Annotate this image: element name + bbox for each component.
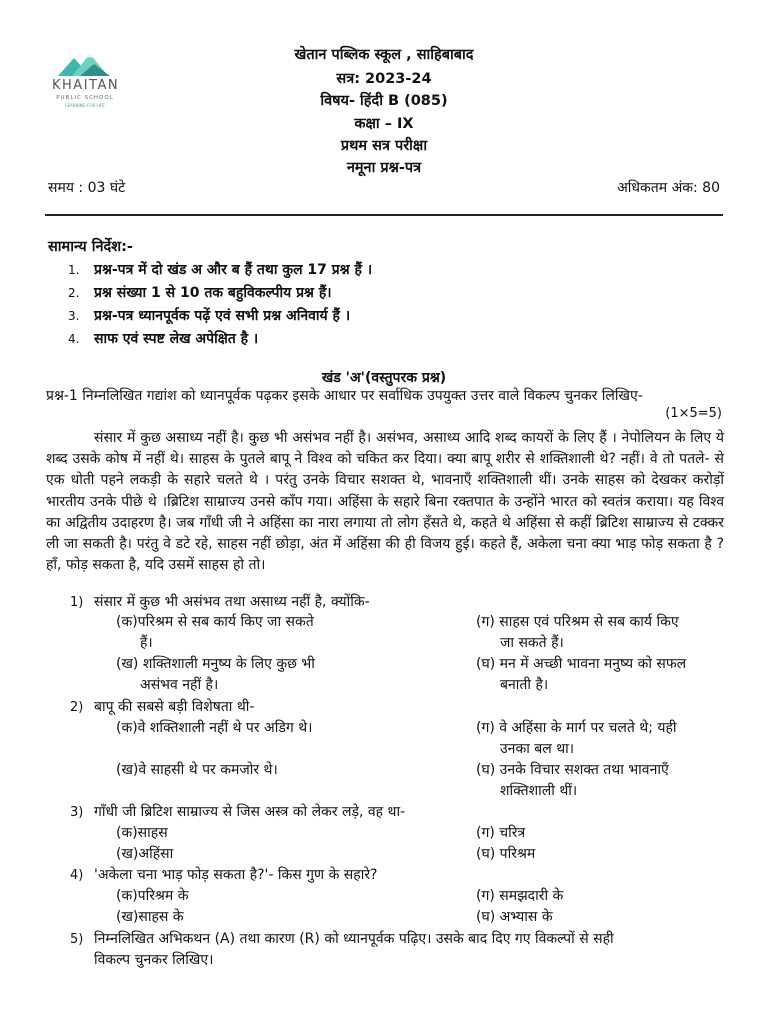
option-a: (क)साहस bbox=[116, 825, 168, 841]
exam-name: प्रथम सत्र परीक्षा bbox=[340, 138, 428, 154]
option-c: (ग) साहस एवं परिश्रम से सब कार्य किए जा सकते हैं। bbox=[476, 614, 679, 651]
question-1-text: प्रश्न-1 निम्नलिखित गद्यांश को ध्यानपूर्वक पढ़कर इसके आधार पर सर्वाधिक उपयुक्त उत्तर वाले विकल्प चुनकर लिखिए- bbox=[46, 388, 643, 404]
instructions-list bbox=[68, 260, 372, 352]
option-a: (क)परिश्रम के bbox=[116, 888, 189, 904]
time-duration: समय : 03 घंटे bbox=[48, 180, 126, 196]
option-c: (ग) वे अहिंसा के मार्ग पर चलते थे; यही उनका बल था। bbox=[476, 720, 677, 757]
question-1-marks: (1×5=5) bbox=[665, 406, 722, 421]
mcq-question: 3) गाँधी जी ब्रिटिश साम्राज्य से जिस अस्त्र को लेकर लड़े, वह था- bbox=[70, 804, 406, 820]
logo-name: KHAITAN bbox=[52, 78, 120, 93]
logo-tagline: LEARNING FOR LIFE bbox=[65, 103, 105, 108]
instruction-item: 3. प्रश्न-पत्र ध्यानपूर्वक पढ़ें एवं सभी प्रश्न अनिवार्य हैं । bbox=[68, 308, 351, 324]
instruction-item: 4. साफ एवं स्पष्ट लेख अपेक्षित है । bbox=[68, 331, 259, 347]
mcq-question: 5) निम्नलिखित अभिकथन (A) तथा कारण (R) को ध्यानपूर्वक पढ़िए। उसके बाद दिए गए विकल्पों से सही bbox=[70, 931, 614, 947]
option-a: (क)वे शक्तिशाली नहीं थे पर अडिग थे। bbox=[116, 720, 313, 736]
option-d: (घ) अभ्यास के bbox=[476, 909, 553, 925]
instruction-item: 2. प्रश्न संख्या 1 से 10 तक बहुविकल्पीय प्रश्न हैं। bbox=[68, 285, 332, 301]
option-c: (ग) समझदारी के bbox=[476, 888, 564, 904]
max-marks: अधिकतम अंक: 80 bbox=[617, 180, 720, 196]
session: सत्र: 2023-24 bbox=[336, 71, 432, 87]
option-b: (ख) शक्तिशाली मनुष्य के लिए कुछ भी असंभव नहीं है। bbox=[116, 656, 315, 693]
option-b: (ख)साहस के bbox=[116, 909, 184, 925]
option-d: (घ) परिश्रम bbox=[476, 846, 536, 862]
class: कक्षा – IX bbox=[354, 116, 414, 132]
option-d: (घ) उनके विचार सशक्त तथा भावनाएँ शक्तिशाली थीं। bbox=[476, 762, 669, 799]
mcq-question: 2) बापू की सबसे बड़ी विशेषता थी- bbox=[70, 699, 255, 715]
option-c: (ग) चरित्र bbox=[476, 825, 526, 841]
option-b: (ख)वे साहसी थे पर कमजोर थे। bbox=[116, 762, 278, 778]
mcq-question: 1) संसार में कुछ भी असंभव तथा असाध्य नहीं है, क्योंकि- bbox=[70, 594, 370, 610]
logo-subtitle: PUBLIC SCHOOL bbox=[56, 95, 114, 101]
instruction-item: 1. प्रश्न-पत्र में दो खंड अ और ब हैं तथा कुल 17 प्रश्न हैं । bbox=[68, 262, 373, 278]
instructions-title: सामान्य निर्देश:- bbox=[48, 239, 133, 255]
subject: विषय- हिंदी B (085) bbox=[320, 93, 448, 109]
paper-type: नमूना प्रश्न-पत्र bbox=[346, 160, 422, 176]
option-b: (ख)अहिंसा bbox=[116, 846, 174, 862]
option-a: (क)परिश्रम से सब कार्य किए जा सकते हैं। bbox=[116, 614, 314, 651]
section-title: खंड 'अ'(वस्तुपरक प्रश्न) bbox=[321, 370, 447, 386]
passage: संसार में कुछ असाध्य नहीं है। कुछ भी असंभव नहीं है। असंभव, असाध्य आदि शब्द कायरों के लिए हैं । नेपोलियन के लिए ये शब्द उसके कोष में नहीं थे। साहस के पुतले बापू ने विश्व को चकित कर दिया। क्या बापू शरीर से शक्तिशाली थे? नहीं। वे तो पतले- से एक धोती पहने लकड़ी के सहारे चलते थे । परंतु उनके विचार सशक्त थे, भावनाएँ शक्तिशाली थीं। उनके साहस को देखकर करोड़ों भारतीय उनके पीछे थे ।ब्रिटिश साम्राज्य उनसे काँप गया। अहिंसा के सहारे बिना रक्तपात के उन्होंने भारत को स्वतंत्र कराया। यह विश्व का अद्वितीय उदाहरण है। जब गाँधी जी ने अहिंसा का नारा लगाया तो लोग हँसते थे, कहते थे अहिंसा से कहीं ब्रिटिश साम्राज्य से टक्कर ली जा सकती है। परंतु वे डटे रहे, साहस नहीं छोड़ा, अंत में अहिंसा की ही विजय हुई। कहते हैं, अकेला चना क्या भाड़ फोड़ सकता है ? हाँ, फोड़ सकता है, यदि उसमें साहस हो तो। bbox=[46, 430, 724, 574]
option-d: (घ) मन में अच्छी भावना मनुष्य को सफल बनाती है। bbox=[476, 656, 687, 693]
mcq-question-continued: विकल्प चुनकर लिखिए। bbox=[94, 952, 214, 968]
mcq-question: 4) 'अकेला चना भाड़ फोड़ सकता है?'- किस गुण के सहारे? bbox=[70, 867, 378, 883]
school-name: खेतान पब्लिक स्कूल , साहिबाबाद bbox=[294, 47, 474, 63]
header-divider bbox=[45, 214, 723, 216]
